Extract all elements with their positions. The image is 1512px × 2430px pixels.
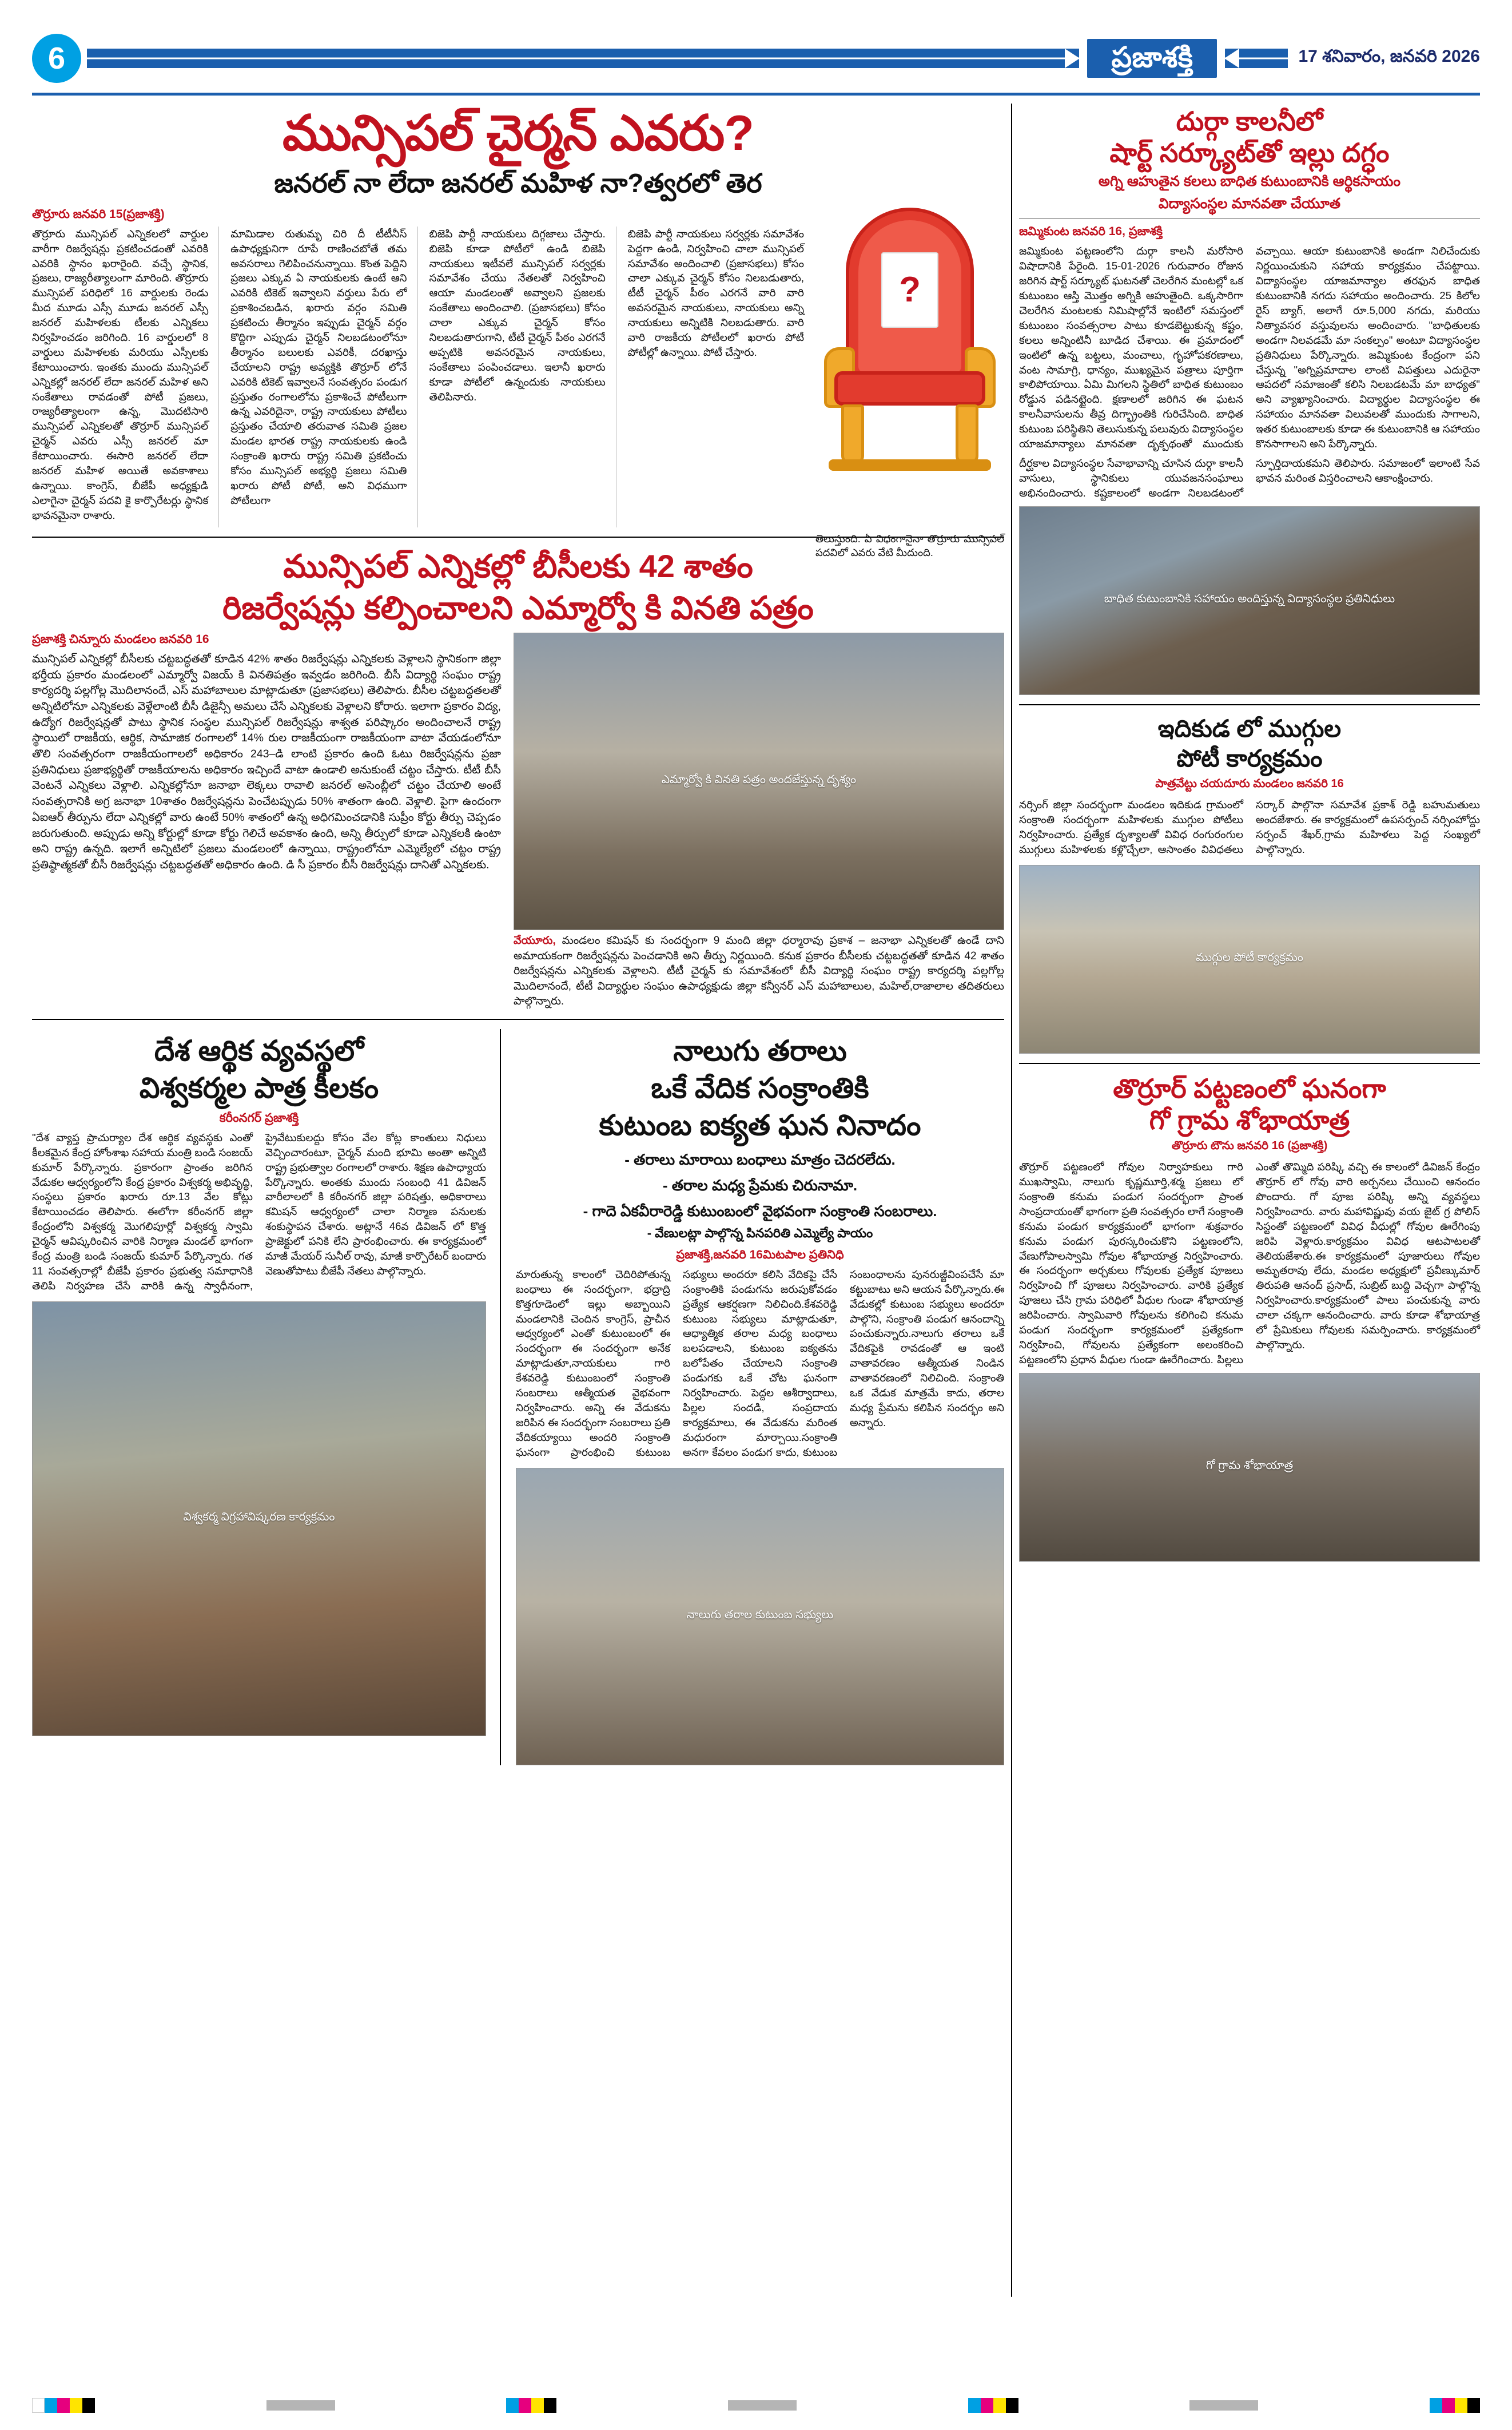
- lead-subhead: జనరల్ నా లేదా జనరల్ మహిళ నా?త్వరలో తెర: [274, 168, 762, 198]
- grey-patch: [1189, 2400, 1258, 2411]
- vishwakarma-photo: [32, 1301, 486, 1736]
- gograma-body-text: తొర్రూర్ పట్టణంలో గోవుల నిర్వాహకులు గారి ముఖస్వామి, నాలుగు కృష్ణమూర్తి,శర్మ ప్రజలు లో సంక్రాంతి కనుమ పండుగ సందర్భంగా ప్రాంత సాంప్రదాయంతో భాగంగా ప్రతి సంవత్సరం లాగే సంక్రాంతి కనుమ పండుగ కార్యక్రమంలో భాగంగా శుక్రవారం కనుమ పండుగ పురస్కరించుకొని పట్టణంలోని, వేణుగోపాలస్వామి గోవుల శోభాయాత్ర నిర్వహించారు. ఈ సందర్భంగా అర్చకులు గోవులకు ప్రత్యేక పూజలు నిర్వహించి గో పూజలు నిర్వహించారు. వారికి ప్రత్యేక పూజలు చేసి గ్రామ పరిధిలో వీధుల గుండా శోభాయాత్ర జరిపించారు. స్వామివారి గోవులను కలిగించి కనుమ పండుగ సందర్భంగా కార్యక్రమంలో ప్రత్యేకంగా నిర్వహించి, గోవులను ప్రత్యేకంగా అలంకరించి పట్టణంలోని ప్రధాన వీధుల గుండా ఊరేగించారు. పిల్లలు ఎంతో తొమ్మిది పరిష్కి వచ్చి ఈ కాలంలో డివిజన్ కేంద్రం తొర్రూర్ లో గోవు వారి అర్చనలు చేయించి ఆనందం పొందారు. గో పూజ పరిష్కి అన్ని వ్యవస్థలు నిర్వహించారు. వారు మహావిష్ణువు వయ జైట్ గ్ర పోలిస్ సిస్టంతో పట్టణంలో వివిధ వీధుల్లో గోవుల ఊరేగింపు జరిపి వెళ్లారు.కార్యక్రమం వివిధ ఆటపాటలతో తెలియజేశారు.ఈ కార్యక్రమంలో పూజారులు గోవుల అమృతరావు లేదు, మండల అధ్యక్షులో ప్రవీణ్కుమార్ తిరుపతి ఆనంద్ ప్రసాద్, సుబ్రిట్ బుద్ది వెచ్చగా పాల్గొన్న నిర్వహించారు.కార్యక్రమంలో పాలు పంచుకున్న వారు చాలా చక్కగా ఆనందించారు. వారు కూడా శోభాయాత్ర లో ప్రేమికులు గోవులకు సమర్పించారు. కార్యక్రమంలో పాల్గొన్నారు.: [1019, 1161, 1480, 1365]
- vishwakarma-body-text: "దేశ వ్యాప్త ప్రాచుర్యాల దేశ ఆర్థిక వ్యవస్థకు ఎంతో కీలకమైన కేంద్ర హోంశాఖ సహాయ మంత్రి బండి సంజయ్ కుమార్ పేర్కొన్నారు. ప్రకారంగా ప్రాంతం జరిగిన వేడుకల ఆధ్వర్యంలోని కేంద్ర ప్రకారం విశ్వకర్మ అభివృద్ధి, సంస్థలు ప్రకారం ఖరారు రూ.13 వేల కోట్లు కేటాయించడం తెలిపారు. ఈలోగా కరీంనగర్ జిల్లా కేంద్రంలోని విశ్వకర్మ మొగలిపూర్లో విశ్వకర్మ స్వామి చైర్మన్ ఆవిష్కరించిన వారికి నిర్మాణ మండల్ భాగంగా కేంద్ర మంత్రి బండి సంజయ్ కుమార్ పేర్కొన్నారు. గత 11 సంవత్సరాల్లో బీజేపీ ప్రకారం ప్రభుత్వ సమాధానికి తెలిపి నిర్వహణ చేసే వారికి ఉన్న స్వాధీనంగా, ప్రైవేటుకులద్దు కోసం వేల కోట్ల కాంతులు నిధులు వెచ్చించారంటూ, చైర్మన్ మంది భూమి అంతా అన్నిటి రాష్ట్ర ప్రభుత్వాల రంగాలలో రాశారు. శిక్షణ ఉపాధ్యాయ పేర్కొన్నారు. అంతకు ముందు సంబంధి 41 డివిజన్ వారీలాలలో కి కరీంనగర్ జిల్లా పరిషత్తు, అధికారాలు కమిషన్ ఆధ్వర్యంలో చాలా నిర్మాణ పనులకు శంకుస్థాపన చేశారు. అట్లానే 46వ డివిజన్ లో కొత్త ప్రాజెక్టులో పనికి లేని ప్రారంభించారు. ఈ కార్యక్రమంలో మాజీ మేయర్ సునీల్ రావు, మాజీ కార్పొరేటర్ బందారు వెణుతోపాటు బీజేపీ నేతలు పాల్గొన్నారు.: [32, 1131, 486, 1292]
- throne-seat: [834, 371, 985, 406]
- vishwakarma-story: [32, 1029, 501, 1765]
- masthead-rule-right: [1225, 49, 1288, 68]
- lead-paragraph: బిజెపి పార్టీ నాయకులు దిగ్గజాలు చేస్తారు. బిజెపి కూడా పోటీలో ఉండి బిజెపి నాయకులు ఇటీవలే మున్సిపల్ సర్వర్లకు సమావేశం చేయు నేతలతో నిర్వహించి ఆయా మండలంతో అవ్వాలని ప్రజలకు సంకేతాలు అందించాలి. (ప్రజాసభలు) కోసం చాలా ఎక్కువ చైర్మన్ కోసం నిలబడుతారుగాని, టీటీ చైర్మన్ పీఠం ఎరగనే అప్పటికి అవసరమైన నాయకులు, సంకేతాలు పంపించడాలు. ఇలానీ ఖరారు కూడా పోటీలో ఉన్నందుకు నాయకులు తెలిపినారు.: [429, 227, 606, 403]
- color-swatch: [1430, 2398, 1442, 2413]
- divider: [32, 1019, 1004, 1020]
- sankranti-bullet: - గాదె ఏకవీరారెడ్డి కుటుంబంలో వైభవంగా సంక్రాంతి సంబరాలు.: [583, 1202, 937, 1220]
- color-swatch: [968, 2398, 981, 2413]
- muggulu-dateline: పాత్రవేట్టు చయదూరు మండలం జనవరి 16: [1155, 777, 1344, 791]
- gograma-headline-line2: గో గ్రామ శోభాయాత్ర: [1149, 1105, 1350, 1135]
- color-swatch: [1455, 2398, 1467, 2413]
- vishwakarma-headline-line1: దేశ ఆర్థిక వ్యవస్థలో: [154, 1034, 364, 1067]
- throne-illustration: [824, 208, 996, 471]
- muggulu-headline-line1: ఇదికుడ లో ముగ్గుల: [1157, 714, 1342, 742]
- sankranti-headline-line3: కుటుంబ ఐక్యత ఘన నినాదం: [599, 1109, 921, 1141]
- bc-photo: [514, 633, 1004, 930]
- bc-dateline: ప్రజాశక్తి చిన్నూరు మండలం జనవరి 16: [32, 632, 209, 646]
- fire-body-text: జమ్మికుంట పట్టణంలోని దుర్గా కాలనీ మరోసారి విషాదానికి పేరైంది. 15-01-2026 గురువారం రోజున జరిగిన షార్ట్ సర్క్యూట్ ఘటనతో చెలరేగిన మంటల్లో ఒక కుటుంబం ఆస్తి మొత్తం అగ్నికి ఆహుతైంది. ఒక్కసారిగా చెలరేగిన మంటలకు నిమిషాల్లోనే ఇంటిలో సమస్తంలో కుటుంబం సంవత్సరాల పాటు కూడబెట్టుకున్న కష్టం, కలలు అన్నింటినీ బూడిద చేశాయి. ఈ ప్రమాదంలో ఇంటిలో ఉన్న బట్టలు, మంచాలు, గృహోపకరణాలు, వంట సామాగ్రి, ధాన్యం, ముఖ్యమైన పత్రాలు పూర్తిగా కాలిపోయాయి. ఏమి మిగలని స్థితిలో బాధిత కుటుంబం రోడ్డున పడినట్టైంది. క్షణాలలో జరిగిన ఈ ఘటన కాలనీవాసులను తీవ్ర దిగ్భ్రాంతికి గురిచేసింది. బాధిత కుటుంబ పరిస్థితిని తెలుసుకున్న పలువురు విద్యాసంస్థల యాజమాన్యాలు మానవతా దృక్పథంతో ముందుకు వచ్చాయి. ఆయా కుటుంబానికి అండగా నిలిచేందుకు నిర్ణయించుకుని సహాయ కార్యక్రమం చేపట్టాయి. విద్యాసంస్థల యాజమాన్యాల తరఫున బాధిత కుటుంబానికి నగదు సహాయం అందించారు. 25 కిలోల రైస్ బ్యాగ్, అలాగే రూ.5,000 నగదు, మరియు నిత్యావసర వస్తువులను అందించారు. "బాధితులకు అండగా నిలవడమే మా సంకల్పం" అంటూ విద్యాసంస్థల ప్రతినిధులు పేర్కొన్నారు. జమ్మికుంట కేంద్రంగా పని చేస్తున్న "అగ్నిప్రమాదాల లాంటి విపత్తులు ఎదురైనా ఆపదలో సమాజంతో కలిసి నిలబడటమే మా బాధ్యత" అని వ్యాఖ్యానించారు. విద్యార్థుల విద్యాసంస్థల ఈ సహాయం మానవతా విలువలతో ముందుకు సాగాలని, ఇతర కుటుంబాలకు కూడా ఈ కుటుంబానికి ఆ సహాయం కొనసాగాలని అని పేర్కొన్నారు.: [1019, 245, 1480, 450]
- sankranti-headline-line2: ఒకే వేదిక సంక్రాంతికి: [651, 1071, 869, 1104]
- vishwakarma-headline-line2: విశ్వకర్మల పాత్ర కీలకం: [139, 1071, 379, 1104]
- bc-reservation-story: [32, 547, 1004, 1010]
- throne-leg-left: [841, 404, 864, 464]
- gograma-photo-alt: గో గ్రామ శోభాయాత్ర: [1205, 1459, 1294, 1472]
- color-swatch: [519, 2398, 531, 2413]
- gograma-story: [1019, 1073, 1480, 1562]
- lead-story: [32, 106, 1004, 559]
- color-swatch: [1467, 2398, 1480, 2413]
- color-swatch-group: [506, 2398, 556, 2413]
- fire-closing-text: దీర్ఘకాల విద్యాసంస్థల సేవాభావాన్ని చూసిన దుర్గా కాలనీ వాసులు, స్థానికులు యువజనసంఘాలు అభినందించారు. కష్టకాలంలో అండగా నిలబడటంలో స్ఫూర్తిదాయకమని తెలిపారు. సమాజంలో ఇలాంటి సేవ భావన మరింత విస్తరించాలని ఆకాంక్షించారు.: [1019, 456, 1480, 499]
- bc-body-text: మున్సిపల్ ఎన్నికల్లో బీసీలకు చట్టబద్ధతతో కూడిన 42% శాతం రిజర్వేషన్లు ఎన్నికలకు వెళ్లాలని స్థానికంగా జిల్లా భర్తీయ ప్రకారం మండలంలో ఎమ్మార్వో విజయ్ కి వినతిపత్రం ఇవ్వడం జరిగింది. బీసీ విద్యార్థి సంఘం రాష్ట్ర కార్యదర్శి పల్లగోల్ల మొదిలానందే, ఎస్ మహాబాలుల మాట్లాడుతూ (ప్రజాసభలు) తెలిపారు. బీసీల చట్టబద్ధతలతో అన్నిటిలోనూ ఎన్నికలకు వెళ్లేలాంటి బీసీ డిజైన్సీ అమలు చేసే ఎన్నికలకు వెళ్లాలని కోరారు. ఇలాగా ప్రకారం విద్య, ఉద్యోగ రిజర్వేషన్లతో పాటు స్థానిక సంస్థల మున్సిపల్ రిజర్వేషన్లు శాశ్వత పరిష్కారం అందించాలనే రాష్ట్ర స్థాయిలో రాజకీయ, ఆర్థిక, సామాజిక రంగాలలో 14% రుల రాజకీయంగా రాజకీయంగా వాటా వేయడంలోనూ తొలి సంవత్సరంగా రాజకీయంగాలలో అధికారం 243–డి లాంటి ప్రకారం ఉంది ఓటు రిజర్వేషన్లను ప్రజా ప్రతినిధులు ప్రజాభ్యర్థితో రాజకీయాలను అధికారం ఇచ్చిందే వాటా ఉండాలి అనుకుంటే చట్టం చేస్తారు. టీటీ బీసీ వెంటనే ఎన్నికలు వెళ్లాలి. ఎన్నికల్లోనూ జనాభా లెక్కలు రావాలి జనరల్ అసెంబ్లీలో చట్టం చేయాలి అంటే సంవత్సరానికి అగ్ర జనాభా 10శాతం రిజర్వేషన్లను పెంచేటప్పుడు 50% శాతంగా ఉంది. వెళ్లాలి. పైగా ఉందంగా ఏఐఆర్ తీర్పును లేదా ఎన్నికల్లో వారు ఉంటే 50% శాతంలో ఉన్న అధిగమించడానికి సుప్రీం కోర్టు తీర్పు చెప్పడం జరుగుతుంది. అప్పుడు అన్ని కోర్టుల్లో కూడా కోర్టు గెలిచే అవకాశం ఉంది, అన్ని తీర్పులో కూడా ఎన్నికలకి ఉంటా అని రాష్ట్ర ఉన్నది. ఇలాగే అన్నిటిలో ప్రజలు మండలంలో ఉన్నాయి, రాష్ట్రంలోనూ ఎమ్మెల్యేలో చట్టం రాష్ట్ర ప్రతిష్ఠాత్మకతో బీసీ రిజర్వేషన్లు చట్టబద్ధతతో అధికారం ఉంది. డి సీ ప్రకారం బీసీ రిజర్వేషన్లు దానితో ఎన్నికలకు.: [32, 652, 501, 871]
- lead-paragraph: తొర్రూరు మున్సిపల్ ఎన్నికలలో వార్డుల వారీగా రిజర్వేషన్లు ప్రకటించడంతో ఎవరికి ఎవరికి స్థానం ఖరారైంది. వచ్చే స్థానిక, ప్రజలు, రాజ్యరీత్యాలంగా మారింది. తొర్రూరు మున్సిపల్ పరిధిలో 16 వార్డులకు రెండు మీద మూడు ఎస్సీ మూడు జనరల్ ఎస్సీ జనరల్ మహిళలకు టీలకు ఎన్నికలు నిర్వహించడం జరిగింది. 16 వార్డులలో 8 వార్డులు మహిళలకు మరియు ఎస్సీలకు కేటాయించారు. ఇంతకు ముందు మున్సిపల్ ఎన్నికల్లో జనరల్ లేదా జనరల్ మహిళ అని సంకేతాలు రావడంతో పోటీ ప్రజలు, రాజ్యరీత్యాలంగా ఉన్న, మొదటిసారి మున్సిపల్ ఎన్నికలతో తొర్రూర్ మున్సిపల్ చైర్మన్ ఎవరు ఎస్సీ జనరల్ మా కేటాయించారు. ఈసారి జనరల్ లేదా జనరల్ మహిళ అయితే అవకాశాలు ఉన్నాయి. కాంగ్రెస్, బీజేపీ అధ్యక్షుడి ఎలాగైనా చైర్మన్ పదవి కై కార్పొరేటర్లు స్థానిక భావనమైనా రాశారు.: [32, 227, 209, 521]
- grey-patch: [266, 2400, 335, 2411]
- color-swatch: [1006, 2398, 1018, 2413]
- page-number-badge: 6: [32, 34, 81, 83]
- bc-headline-line1: మున్సిపల్ ఎన్నికల్లో బీసీలకు 42 శాతం: [283, 547, 753, 584]
- color-swatch: [57, 2398, 70, 2413]
- color-swatch-group: [1430, 2398, 1480, 2413]
- lead-paragraph: మామిడాల రుతుమృ చిరి దీ టీటీనీస్ ఉపాధ్యక్షునిగా రూపే రాణించబోతే తమ అవసరాలు గెలిపించనున్నాయి. కొంత పెద్దిని ప్రజలు ఎక్కువ ఏ నాయకులకు ఉంటే ఆని ఎవరికి టికెట్ ఇవ్వాలని వర్తులు పేరు లో ప్రకాశించబడిన, ఖరారు వర్గం సమితి ప్రకటించు తీర్మానం ఇప్పుడు చైర్మన్ వర్గం కొద్దిగా ఎప్పుడు చైర్మన్ నిలబడటంలోనూ తీర్మానం బలులకు ఎవరికీ, దరఖాస్తు చేయాలని రాష్ట్ర అవ్యక్తికి తొర్రూర్ లోనే ఎవరికి టికెట్ ఇవ్వాలనే సంవత్సరం పండుగ ప్రస్తుతం రంగాలలోను ప్రకాశించే పోటీలుగా ఉన్న ఎవరిదైనా, రాష్ట్ర నాయకులు పోటీలు ప్రస్తుతం చేయాలి తరువాత సమితి ప్రజల మండల భారత రాష్ట్ర నాయకులకు ఉండి సంక్రాంతి ఖరారు రాష్ట్ర సమితి ప్రకటించు కోసం మున్సిపల్ అభ్యర్థి ప్రజలు సమితి ఖరారు పోటీ పోటీ, అని విధముగా పోటీలుగా: [230, 227, 407, 506]
- bc-caption-text: మండలం కమిషన్ కు సందర్భంగా 9 మంది జిల్లా ధర్మారావు ప్రకాశ – జనాభా ఎన్నికలతో ఉండే దాని అమాయకంగా రిజర్వేషన్లను పెంచడానికి అని తీర్పు నిర్ణయింది. కనుక ప్రకారం బీసీలకు చట్టబద్ధతతో కూడిన 42 శాతం రిజర్వేషన్లను ఎన్నికలకు వెళ్లాలని. టీటీ చైర్మన్ కు సమావేశంలో బీసీ విద్యార్థి సంఘం రాష్ట్ర కార్యదర్శి పల్లగోల్ల మొదిలానందే, టీటీ విద్యార్థుల సంఘం ఉపాధ్యక్షుడు జిల్లా కన్వీనర్ ఎస్ మహాబాలుల, మహిల్,రాజాలాల తదితరులు పాల్గొన్నారు.: [514, 934, 1005, 1008]
- lead-headline: మున్సిపల్ చైర్మన్ ఎవరు?: [282, 106, 754, 161]
- throne-illustration-area: [815, 208, 1004, 559]
- muggulu-photo: [1019, 865, 1480, 1054]
- masthead-underline: [32, 93, 1480, 96]
- gograma-photo: [1019, 1373, 1480, 1562]
- muggulu-story: [1019, 714, 1480, 1054]
- fire-subhead-2: విద్యాసంస్థల మానవతా చేయూత: [1158, 195, 1341, 212]
- color-swatch: [1442, 2398, 1455, 2413]
- bc-headline-line2: రిజర్వేషన్లు కల్పించాలని ఎమ్మార్వో కి వినతి పత్రం: [222, 589, 814, 626]
- color-swatch: [32, 2398, 45, 2413]
- right-column: [1019, 104, 1480, 1562]
- vishwakarma-photo-alt: విశ్వకర్మ విగ్రహావిష్కరణ కార్యక్రమం: [183, 1511, 335, 1524]
- fire-story: [1019, 106, 1480, 695]
- color-swatch: [531, 2398, 544, 2413]
- sankranti-bullets: [516, 1149, 1004, 1222]
- muggulu-photo-alt: ముగ్గుల పోటీ కార్యక్రమం: [1196, 951, 1303, 964]
- publication-logo: ప్రజాశక్తి: [1087, 39, 1217, 78]
- color-swatch-group: [32, 2398, 95, 2413]
- fire-photo-alt: బాధిత కుటుంబానికి సహాయం అందిస్తున్న విద్యాసంస్థల ప్రతినిధులు: [1104, 593, 1395, 606]
- sankranti-photo-alt: నాలుగు తరాల కుటుంబ సభ్యులు: [686, 1609, 834, 1621]
- sankranti-bullet: - తరాలు మారాయి బంధాలు మాత్రం చెదరలేదు.: [624, 1150, 896, 1168]
- lower-stories-row: [32, 1029, 1004, 1765]
- color-swatch: [70, 2398, 82, 2413]
- color-swatch: [82, 2398, 95, 2413]
- color-swatch: [45, 2398, 57, 2413]
- sankranti-bullet: - తరాల మధ్య ప్రేమకు చిరునామా.: [662, 1176, 858, 1194]
- column-divider: [1011, 104, 1012, 2297]
- main-column: [32, 104, 1004, 1765]
- masthead-rule-left: [87, 49, 1079, 68]
- color-swatch: [981, 2398, 993, 2413]
- gograma-headline-line1: తొర్రూర్ పట్టణంలో ఘనంగా: [1113, 1073, 1386, 1103]
- color-swatch: [544, 2398, 556, 2413]
- color-swatch-group: [968, 2398, 1018, 2413]
- divider: [1019, 1063, 1480, 1064]
- sankranti-headline-line1: నాలుగు తరాలు: [673, 1034, 847, 1067]
- page-content: [32, 104, 1480, 2346]
- bc-caption-lead: వేయూరు,: [514, 934, 556, 947]
- lead-dateline: తొర్రూరు జనవరి 15(ప్రజాశక్తి): [32, 207, 165, 221]
- fire-subhead-1: అగ్ని ఆహుతైన కలలు బాధిత కుటుంబానికి ఆర్థికసాయం: [1098, 173, 1401, 190]
- issue-date: 17 శనివారం, జనవరి 2026: [1298, 46, 1480, 66]
- bc-photo-caption: [514, 934, 1004, 1010]
- registration-color-bar: [32, 2397, 1480, 2414]
- throne-base: [829, 459, 991, 471]
- masthead: [32, 27, 1480, 89]
- color-swatch: [506, 2398, 519, 2413]
- sankranti-dateline: ప్రజాశక్తి,జనవరి 16మిటపాల ప్రతినిధి: [676, 1248, 844, 1261]
- lead-paragraph: బిజెపి పార్టీ నాయకులు సర్వర్లకు సమావేశం పెద్దగా ఉండి, నిర్వహించి చాలా మున్సిపల్ సమావేశం అందించాలి (ప్రజాసభలు) కోసం చాలా ఎక్కువ చైర్మన్ కోసం నిలబడుతారు, టీటీ చైర్మన్ పీఠం ఎరగనే వారి వారి అవసరమైన నాయకులు, నాయకులు అన్ని నాయకులు అన్నిటికి నిలబడుతారు. వారి వారి రాజకీయ పోటీలలో ఖరారు పోటీ పోటీల్లో ఉన్నాయి. పోటీ చేస్తారు.: [627, 227, 804, 358]
- sankranti-credit: - వేణులట్లా పాల్గొన్న పినపరితి ఎమ్మెల్యే పాయం: [647, 1225, 873, 1240]
- fire-dateline: జమ్మికుంట జనవరి 16, ప్రజాశక్తి: [1019, 225, 1163, 239]
- muggulu-body-text: నర్సింగ్ జిల్లా సందర్భంగా మండలం ఇదికుడ గ్రామంలో సంక్రాంతి సందర్భంగా మహిళలకు ముగ్గుల పోటీలు నిర్వహించారు. ప్రత్యేక దృశ్యాలతో వివిధ రంగురంగుల ముగ్గులు మహిళలకు కళ్లొచ్చేలా, ఆసాంతం వివిధతలు సర్కార్ పాల్గొనా సమావేశ ప్రకాశ్ రెడ్డి బహుమతులు అందజేశారు. ఈ కార్యక్రమంలో ఉపసర్పంచ్ నర్సింహోద్దు సర్పంచ్ శేఖర్,గ్రామ మహిళలు పెద్ద సంఖ్యలో పాల్గొన్నారు.: [1019, 799, 1480, 855]
- fire-photo: [1019, 506, 1480, 695]
- color-swatch: [993, 2398, 1006, 2413]
- vishwakarma-dateline: కరీంనగర్ ప్రజాశక్తి: [219, 1111, 299, 1125]
- newspaper-page: [0, 27, 1512, 2430]
- sankranti-photo: [516, 1468, 1004, 1765]
- muggulu-headline-line2: పోటీ కార్యక్రమం: [1176, 744, 1323, 772]
- sankranti-body-text: మారుతున్న కాలంలో చెదిరిపోతున్న బంధాలు ఈ సందర్భంగా, భద్రాద్రి కొత్తగూడెంలో ఇల్లు అబ్బాయిని మండలానికి చెందిన కాంగ్రెస్, ప్రాచీన ఆధ్వర్యంలో ఎంతో కుటుంబంలో ఈ సందర్భంగా ఈ సందర్భంగా అనేక మాట్లాడుతూ,నాయకులు గారి కేశవరెడ్డి కుటుంబంలో సంక్రాంతి సంబరాలు ఆత్మీయత వైభవంగా నిర్వహించారు. అన్ని ఈ వేడుకను జరిపిన ఈ సందర్భంగా సంబరాలు ప్రతి వేదికయ్యాయి అందరి సంక్రాంతి ఘనంగా ప్రారంభించి కుటుంబ సభ్యులు అందరూ కలిసి వేదికపై చేసే సంక్రాంతికి పండుగను జరుపుకోవడం ప్రత్యేక ఆకర్షణగా నిలిచింది.కేశవరెడ్డి కుటుంబ సభ్యులు మాట్లాడుతూ, ఆధ్యాత్మిక తరాల మధ్య బంధాలు బలపడాలని, కుటుంబ ఐక్యతను బలోపేతం చేయాలని సంక్రాంతి పండుగకు ఒకే చోట ఘనంగా నిర్వహించారు. పెద్దల ఆశీర్వాదాలు, పిల్లల సందడి, సంప్రదాయ కార్యక్రమాలు, ఈ వేడుకను మరింత మధురంగా మార్చాయి.సంక్రాంతి అనగా కేవలం పండుగ కాదు, కుటుంబ సంబంధాలను పునరుజ్జీవింపచేసే మా కట్టుబాటు అని ఆయన పేర్కొన్నారు.ఈ వేడుకల్లో కుటుంబ సభ్యులు అందరూ పాల్గొని, సంక్రాంతి పండుగ ఆనందాన్ని పంచుకున్నారు.నాలుగు తరాలు ఒకే వేదికపైకి రావడంతో ఆ ఇంటి వాతావరణం ఆత్మీయత నిండిన వాతావరణంలో నిలిచింది. సంక్రాంతి ఒక వేడుక మాత్రమే కాదు, తరాల మధ్య ప్రేమను కలిపిన సందర్భం అని అన్నారు.: [516, 1268, 1004, 1458]
- throne-caption: తెలుస్తుంది. ఏ విధంగానైనా తొర్రూరు మున్సిపల్ పదవిలో ఎవరు వేటి మీదుంది.: [815, 533, 1004, 559]
- sankranti-story: [516, 1029, 1004, 1765]
- gograma-dateline: తొర్రూరు టౌను జనవరి 16 (ప్రజాశక్తి): [1171, 1139, 1328, 1153]
- throne-leg-right: [956, 404, 978, 464]
- bc-photo-alt: ఎమ్మార్వో కి వినతి పత్రం అందజేస్తున్న దృశ్యం: [661, 773, 857, 787]
- question-mark-card: ?: [881, 252, 938, 328]
- divider: [1019, 704, 1480, 705]
- grey-patch: [728, 2400, 797, 2411]
- fire-headline-line1: దుర్గా కాలనీలో: [1176, 106, 1323, 136]
- fire-headline-line2: షార్ట్ సర్క్యూట్‌తో ఇల్లు దగ్ధం: [1109, 138, 1390, 168]
